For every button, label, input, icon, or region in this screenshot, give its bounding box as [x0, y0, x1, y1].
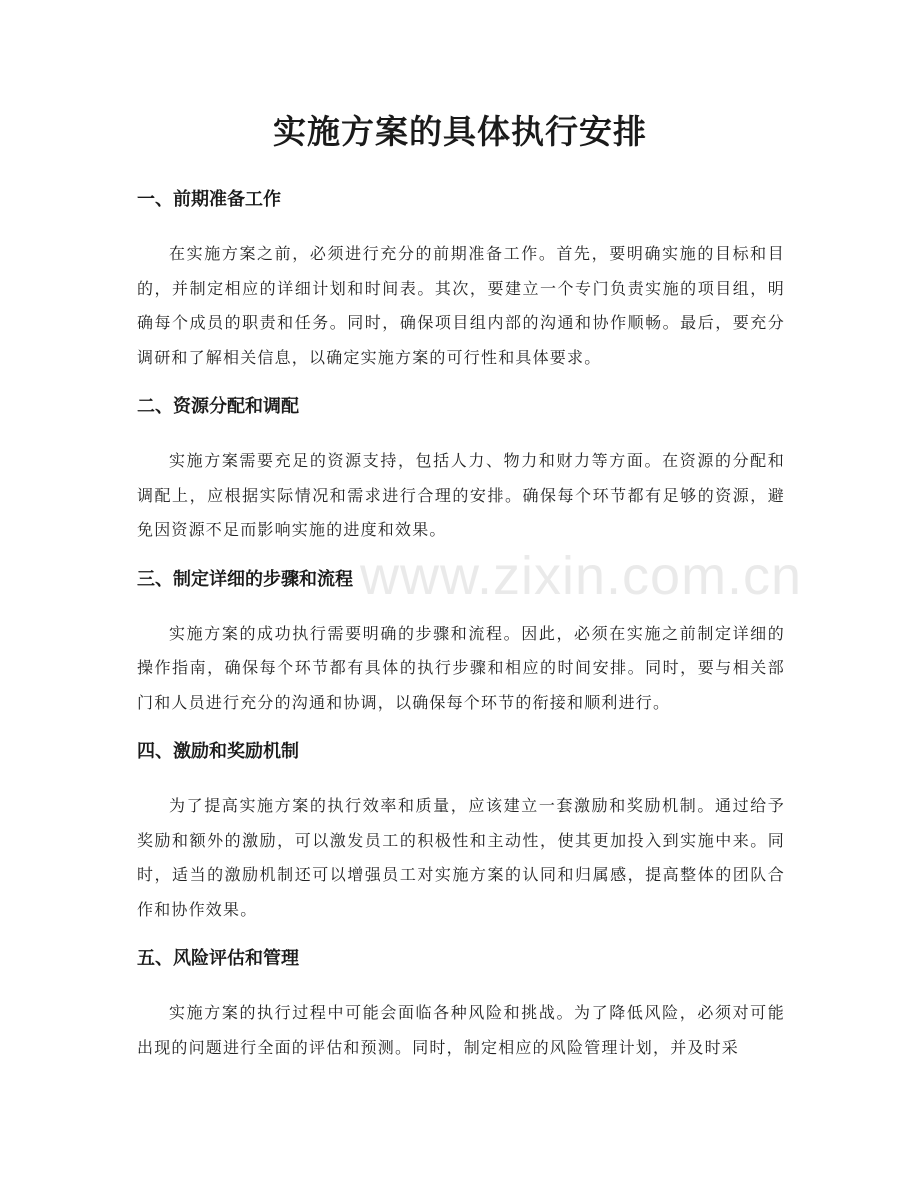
section-paragraph: 实施方案的成功执行需要明确的步骤和流程。因此，必须在实施之前制定详细的操作指南，确保每个环节都有具体的执行步骤和相应的时间安排。同时，要与相关部门和人员进行充分的沟通和协调，以确保每个环节的衔接和顺利进行。 [137, 623, 785, 712]
document-title: 实施方案的具体执行安排 [273, 112, 647, 151]
section-heading: 一、前期准备工作 [137, 189, 281, 210]
watermark-text: www.zixin.com.cn [360, 546, 803, 606]
section-risk [137, 944, 785, 1065]
section-heading: 三、制定详细的步骤和流程 [137, 568, 353, 590]
section-paragraph: 实施方案需要充足的资源支持，包括人力、物力和财力等方面。在资源的分配和调配上，应根据实际情况和需求进行合理的安排。确保每个环节都有足够的资源，避免因资源不足而影响实施的进度和效果。 [137, 451, 785, 539]
section-preparation [137, 185, 785, 375]
document-body [137, 185, 785, 1082]
section-heading: 二、资源分配和调配 [137, 396, 299, 417]
section-heading: 五、风险评估和管理 [137, 948, 299, 969]
section-paragraph: 在实施方案之前，必须进行充分的前期准备工作。首先，要明确实施的目标和目的，并制定相应的详细计划和时间表。其次，要建立一个专门负责实施的项目组，明确每个成员的职责和任务。同时，确保项目组内部的沟通和协作顺畅。最后，要充分调研和了解相关信息，以确定实施方案的可行性和具体要求。 [137, 244, 785, 367]
section-steps [137, 565, 785, 721]
section-paragraph: 为了提高实施方案的执行效率和质量，应该建立一套激励和奖励机制。通过给予奖励和额外的激励，可以激发员工的积极性和主动性，使其更加投入到实施中来。同时，适当的激励机制还可以增强员工对实施方案的认同和归属感，提高整体的团队合作和协作效果。 [137, 796, 785, 919]
section-resources [137, 392, 785, 548]
section-heading: 四、激励和奖励机制 [137, 741, 299, 762]
section-paragraph: 实施方案的执行过程中可能会面临各种风险和挑战。为了降低风险，必须对可能出现的问题进行全面的评估和预测。同时，制定相应的风险管理计划，并及时采 [137, 1003, 785, 1057]
section-incentives [137, 737, 785, 927]
